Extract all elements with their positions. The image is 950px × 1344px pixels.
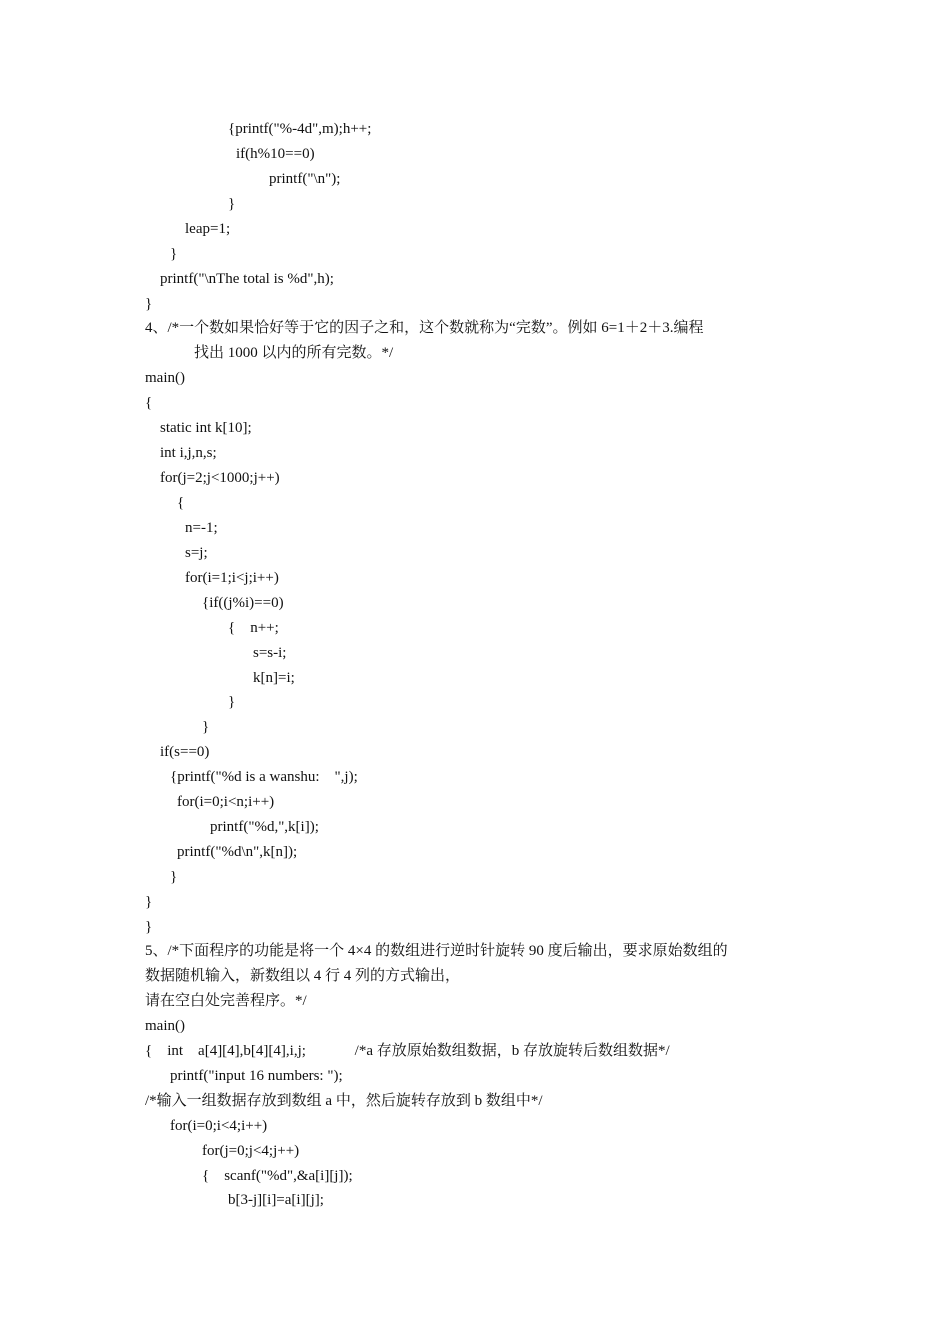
code-line: s=s-i; bbox=[253, 645, 287, 661]
code-line: printf("%d\n",k[n]); bbox=[177, 844, 298, 860]
code-line: printf("\n"); bbox=[269, 171, 341, 187]
code-line: main() bbox=[145, 1018, 185, 1034]
code-line: { int a[4][4],b[4][4],i,j; /*a 存放原始数组数据，b 存放旋转后数组数据*/ bbox=[145, 1043, 670, 1059]
code-line: for(j=2;j<1000;j++) bbox=[160, 470, 280, 486]
code-line: printf("input 16 numbers: "); bbox=[170, 1068, 343, 1084]
code-line: } bbox=[170, 869, 178, 885]
problem-5-heading-cont: 数据随机输入，新数组以 4 行 4 列的方式输出， bbox=[145, 968, 461, 984]
code-line: { n++; bbox=[228, 620, 279, 636]
code-line: if(h%10==0) bbox=[236, 146, 315, 162]
code-line: b[3-j][i]=a[i][j]; bbox=[228, 1192, 324, 1208]
code-line: printf("%d,",k[i]); bbox=[210, 819, 319, 835]
code-line: { bbox=[177, 495, 185, 511]
code-line: for(j=0;j<4;j++) bbox=[202, 1143, 300, 1159]
problem-4-heading-cont: 找出 1000 以内的所有完数。*/ bbox=[194, 345, 394, 361]
problem-4-heading: 4、/*一个数如果恰好等于它的因子之和，这个数就称为“完数”。例如 6=1＋2＋3.编程 bbox=[145, 320, 704, 336]
code-line: if(s==0) bbox=[160, 744, 210, 760]
code-line: } bbox=[228, 694, 236, 710]
code-line: printf("\nThe total is %d",h); bbox=[160, 271, 334, 287]
code-line: { scanf("%d",&a[i][j]); bbox=[202, 1168, 353, 1184]
code-line: for(i=0;i<n;i++) bbox=[177, 794, 275, 810]
code-line: {if((j%i)==0) bbox=[202, 595, 284, 611]
code-line: {printf("%-4d",m);h++; bbox=[228, 121, 372, 137]
code-line: } bbox=[170, 246, 178, 262]
code-line: leap=1; bbox=[185, 221, 231, 237]
code-line: k[n]=i; bbox=[253, 670, 295, 686]
code-line: s=j; bbox=[185, 545, 208, 561]
code-line: main() bbox=[145, 370, 185, 386]
code-line: } bbox=[145, 919, 153, 935]
code-line: } bbox=[202, 719, 210, 735]
problem-5-heading: 5、/*下面程序的功能是将一个 4×4 的数组进行逆时针旋转 90 度后输出，要求原始数组的 bbox=[145, 943, 728, 959]
code-line: } bbox=[228, 196, 236, 212]
code-line: } bbox=[145, 894, 153, 910]
code-line: for(i=1;i<j;i++) bbox=[185, 570, 279, 586]
problem-5-heading-cont: 请在空白处完善程序。*/ bbox=[145, 993, 307, 1009]
code-comment-line: /*输入一组数据存放到数组 a 中，然后旋转存放到 b 数组中*/ bbox=[145, 1093, 543, 1109]
code-line: int i,j,n,s; bbox=[160, 445, 217, 461]
code-line: n=-1; bbox=[185, 520, 218, 536]
code-line: static int k[10]; bbox=[160, 420, 252, 436]
code-line: for(i=0;i<4;i++) bbox=[170, 1118, 268, 1134]
code-line: } bbox=[145, 296, 153, 312]
code-line: { bbox=[145, 395, 153, 411]
code-line: {printf("%d is a wanshu: ",j); bbox=[170, 769, 358, 785]
